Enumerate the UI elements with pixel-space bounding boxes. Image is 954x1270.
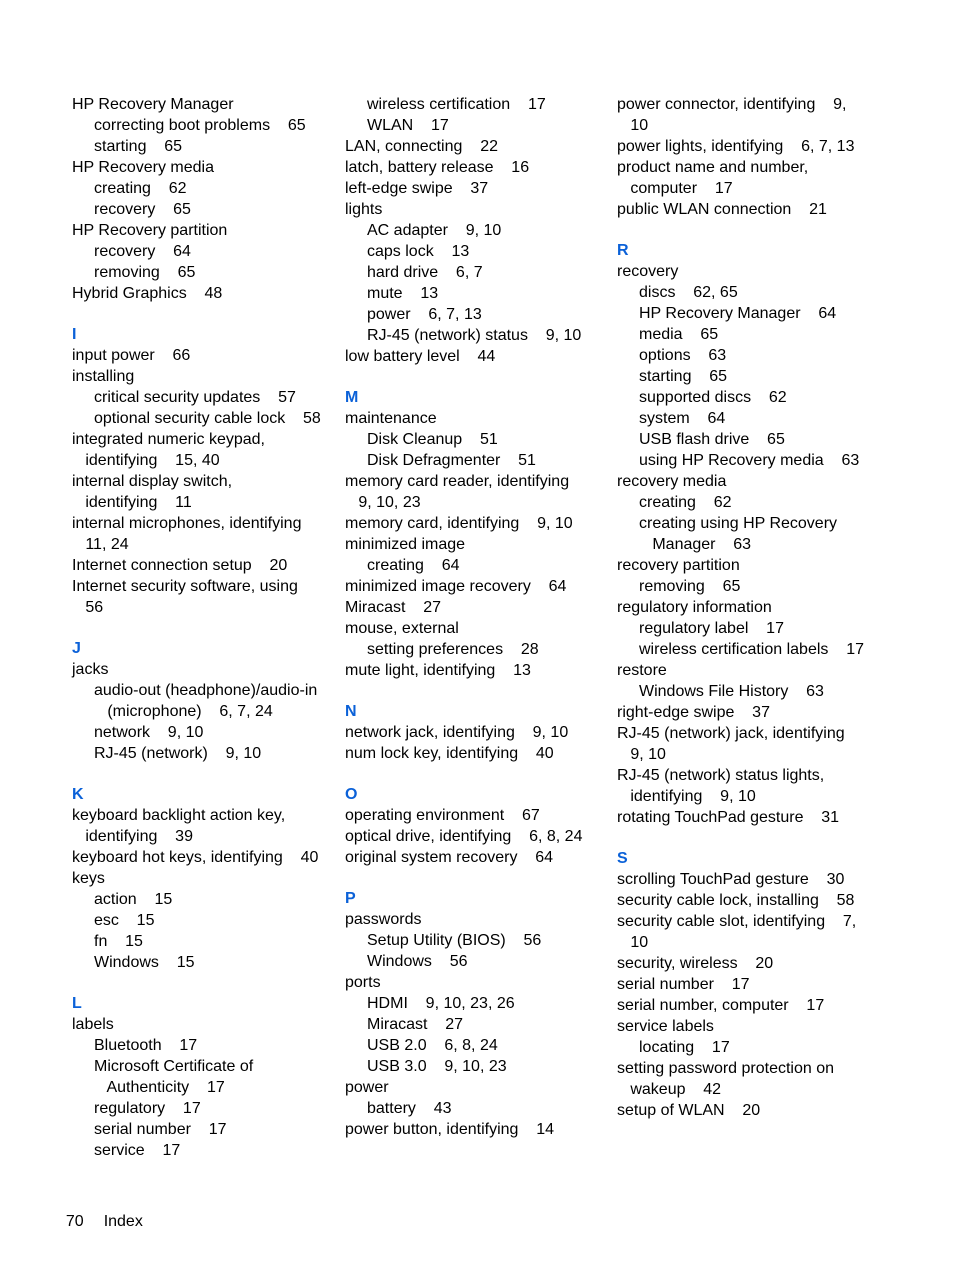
index-entry: optical drive, identifying 6, 8, 24 <box>345 828 583 845</box>
index-entry: security cable lock, installing 58 <box>617 892 855 909</box>
index-entry: serial number, computer 17 <box>617 997 825 1014</box>
index-entry: HDMI 9, 10, 23, 26 <box>367 995 515 1012</box>
index-entry: Internet security software, using <box>72 578 298 595</box>
index-entry: mute 13 <box>367 285 439 302</box>
index-entry: optional security cable lock 58 <box>94 410 321 427</box>
index-entry: power connector, identifying 9, <box>617 96 847 113</box>
index-entry: keyboard hot keys, identifying 40 <box>72 849 319 866</box>
index-entry: passwords <box>345 911 422 928</box>
index-entry: serial number 17 <box>617 976 750 993</box>
index-entry: RJ-45 (network) status lights, <box>617 767 825 784</box>
index-entry: recovery 64 <box>94 243 191 260</box>
index-entry: minimized image <box>345 536 466 553</box>
index-entry: wireless certification 17 <box>367 96 546 113</box>
index-entry: regulatory label 17 <box>639 620 784 637</box>
index-entry: Miracast 27 <box>367 1016 464 1033</box>
index-entry: memory card reader, identifying <box>345 473 570 490</box>
index-entry: Internet connection setup 20 <box>72 557 288 574</box>
index-entry: serial number 17 <box>94 1121 227 1138</box>
index-entry: maintenance <box>345 410 437 427</box>
index-entry: critical security updates 57 <box>94 389 296 406</box>
index-entry: LAN, connecting 22 <box>345 138 498 155</box>
index-entry: creating 64 <box>367 557 460 574</box>
index-entry: Disk Defragmenter 51 <box>367 452 536 469</box>
index-entry: latch, battery release 16 <box>345 159 530 176</box>
index-entry: WLAN 17 <box>367 117 449 134</box>
index-entry: supported discs 62 <box>639 389 787 406</box>
index-entry: restore <box>617 662 667 679</box>
index-entry: security, wireless 20 <box>617 955 774 972</box>
index-entry: audio-out (headphone)/audio-in <box>94 682 318 699</box>
index-entry: setting password protection on <box>617 1060 835 1077</box>
index-entry: battery 43 <box>367 1100 452 1117</box>
index-entry: 10 <box>617 934 649 951</box>
letter-heading: P <box>345 890 356 907</box>
index-entry: keys <box>72 870 105 887</box>
index-entry: regulatory information <box>617 599 772 616</box>
index-entry: mute light, identifying 13 <box>345 662 531 679</box>
index-entry: action 15 <box>94 891 173 908</box>
index-entry: network 9, 10 <box>94 724 204 741</box>
index-entry: jacks <box>72 661 109 678</box>
letter-heading: R <box>617 242 629 259</box>
index-entry: ports <box>345 974 381 991</box>
index-entry: power 6, 7, 13 <box>367 306 482 323</box>
index-entry: HP Recovery Manager 64 <box>639 305 837 322</box>
index-entry: 9, 10, 23 <box>345 494 421 511</box>
index-entry: 11, 24 <box>72 536 129 553</box>
index-entry: options 63 <box>639 347 727 364</box>
index-entry: creating 62 <box>94 180 187 197</box>
index-entry: identifying 11 <box>72 494 192 511</box>
index-entry: product name and number, <box>617 159 809 176</box>
index-entry: Disk Cleanup 51 <box>367 431 498 448</box>
index-entry: Miracast 27 <box>345 599 442 616</box>
index-entry: recovery partition <box>617 557 740 574</box>
index-entry: USB 3.0 9, 10, 23 <box>367 1058 507 1075</box>
index-entry: HP Recovery media <box>72 159 214 176</box>
index-entry: operating environment 67 <box>345 807 540 824</box>
index-entry: power button, identifying 14 <box>345 1121 555 1138</box>
page-number: 70 <box>65 1213 84 1230</box>
index-entry: lights <box>345 201 383 218</box>
index-entry: network jack, identifying 9, 10 <box>345 724 569 741</box>
index-entry: media 65 <box>639 326 719 343</box>
index-entry: RJ-45 (network) 9, 10 <box>94 745 262 762</box>
index-entry: Windows File History 63 <box>639 683 824 700</box>
index-entry: (microphone) 6, 7, 24 <box>94 703 273 720</box>
index-entry: recovery <box>617 263 679 280</box>
index-entry: USB flash drive 65 <box>639 431 785 448</box>
index-entry: correcting boot problems 65 <box>94 117 306 134</box>
index-entry: Authenticity 17 <box>94 1079 225 1096</box>
index-entry: service 17 <box>94 1142 181 1159</box>
index-entry: HP Recovery partition <box>72 222 228 239</box>
index-entry: original system recovery 64 <box>345 849 554 866</box>
index-entry: installing <box>72 368 135 385</box>
index-entry: Setup Utility (BIOS) 56 <box>367 932 542 949</box>
index-entry: setting preferences 28 <box>367 641 539 658</box>
letter-heading: J <box>72 640 81 657</box>
index-entry: recovery media <box>617 473 727 490</box>
index-entry: hard drive 6, 7 <box>367 264 483 281</box>
index-entry: removing 65 <box>94 264 196 281</box>
index-entry: Hybrid Graphics 48 <box>72 285 223 302</box>
index-entry: system 64 <box>639 410 726 427</box>
index-entry: mouse, external <box>345 620 459 637</box>
index-entry: integrated numeric keypad, <box>72 431 265 448</box>
index-entry: labels <box>72 1016 114 1033</box>
index-entry: num lock key, identifying 40 <box>345 745 554 762</box>
letter-heading: M <box>345 389 359 406</box>
letter-heading: O <box>345 786 358 803</box>
index-entry: wireless certification labels 17 <box>639 641 864 658</box>
index-entry: Windows 15 <box>94 954 195 971</box>
index-entry: creating using HP Recovery <box>639 515 838 532</box>
letter-heading: L <box>72 995 82 1012</box>
index-entry: removing 65 <box>639 578 741 595</box>
index-entry: RJ-45 (network) jack, identifying <box>617 725 845 742</box>
index-entry: internal display switch, <box>72 473 233 490</box>
index-entry: memory card, identifying 9, 10 <box>345 515 573 532</box>
index-entry: service labels <box>617 1018 714 1035</box>
letter-heading: S <box>617 850 628 867</box>
index-entry: locating 17 <box>639 1039 730 1056</box>
index-entry: public WLAN connection 21 <box>617 201 827 218</box>
index-entry: security cable slot, identifying 7, <box>617 913 857 930</box>
index-entry: RJ-45 (network) status 9, 10 <box>367 327 582 344</box>
index-entry: 10 <box>617 117 649 134</box>
index-entry: wakeup 42 <box>617 1081 722 1098</box>
index-entry: computer 17 <box>617 180 733 197</box>
index-entry: scrolling TouchPad gesture 30 <box>617 871 845 888</box>
index-entry: identifying 9, 10 <box>617 788 756 805</box>
index-entry: regulatory 17 <box>94 1100 201 1117</box>
index-entry: Microsoft Certificate of <box>94 1058 254 1075</box>
footer-section: Index <box>103 1213 143 1230</box>
index-entry: HP Recovery Manager <box>72 96 234 113</box>
index-entry: left-edge swipe 37 <box>345 180 489 197</box>
index-entry: recovery 65 <box>94 201 191 218</box>
index-entry: setup of WLAN 20 <box>617 1102 761 1119</box>
index-entry: Manager 63 <box>639 536 752 553</box>
index-entry: starting 65 <box>639 368 728 385</box>
letter-heading: K <box>72 786 84 803</box>
index-entry: right-edge swipe 37 <box>617 704 770 721</box>
index-entry: Windows 56 <box>367 953 468 970</box>
index-entry: Bluetooth 17 <box>94 1037 198 1054</box>
index-entry: power <box>345 1079 389 1096</box>
index-entry: internal microphones, identifying <box>72 515 302 532</box>
index-entry: fn 15 <box>94 933 143 950</box>
index-entry: minimized image recovery 64 <box>345 578 567 595</box>
index-entry: rotating TouchPad gesture 31 <box>617 809 840 826</box>
index-entry: starting 65 <box>94 138 183 155</box>
index-entry: identifying 39 <box>72 828 193 845</box>
index-entry: esc 15 <box>94 912 155 929</box>
letter-heading: N <box>345 703 357 720</box>
index-entry: input power 66 <box>72 347 191 364</box>
index-entry: discs 62, 65 <box>639 284 738 301</box>
index-entry: 56 <box>72 599 104 616</box>
index-entry: power lights, identifying 6, 7, 13 <box>617 138 855 155</box>
index-entry: caps lock 13 <box>367 243 470 260</box>
index-entry: keyboard backlight action key, <box>72 807 286 824</box>
index-entry: AC adapter 9, 10 <box>367 222 502 239</box>
index-entry: 9, 10 <box>617 746 666 763</box>
index-entry: creating 62 <box>639 494 732 511</box>
index-entry: using HP Recovery media 63 <box>639 452 860 469</box>
index-entry: low battery level 44 <box>345 348 496 365</box>
index-entry: USB 2.0 6, 8, 24 <box>367 1037 498 1054</box>
letter-heading: I <box>72 326 77 343</box>
page-footer <box>57 1190 143 1232</box>
index-entry: identifying 15, 40 <box>72 452 220 469</box>
